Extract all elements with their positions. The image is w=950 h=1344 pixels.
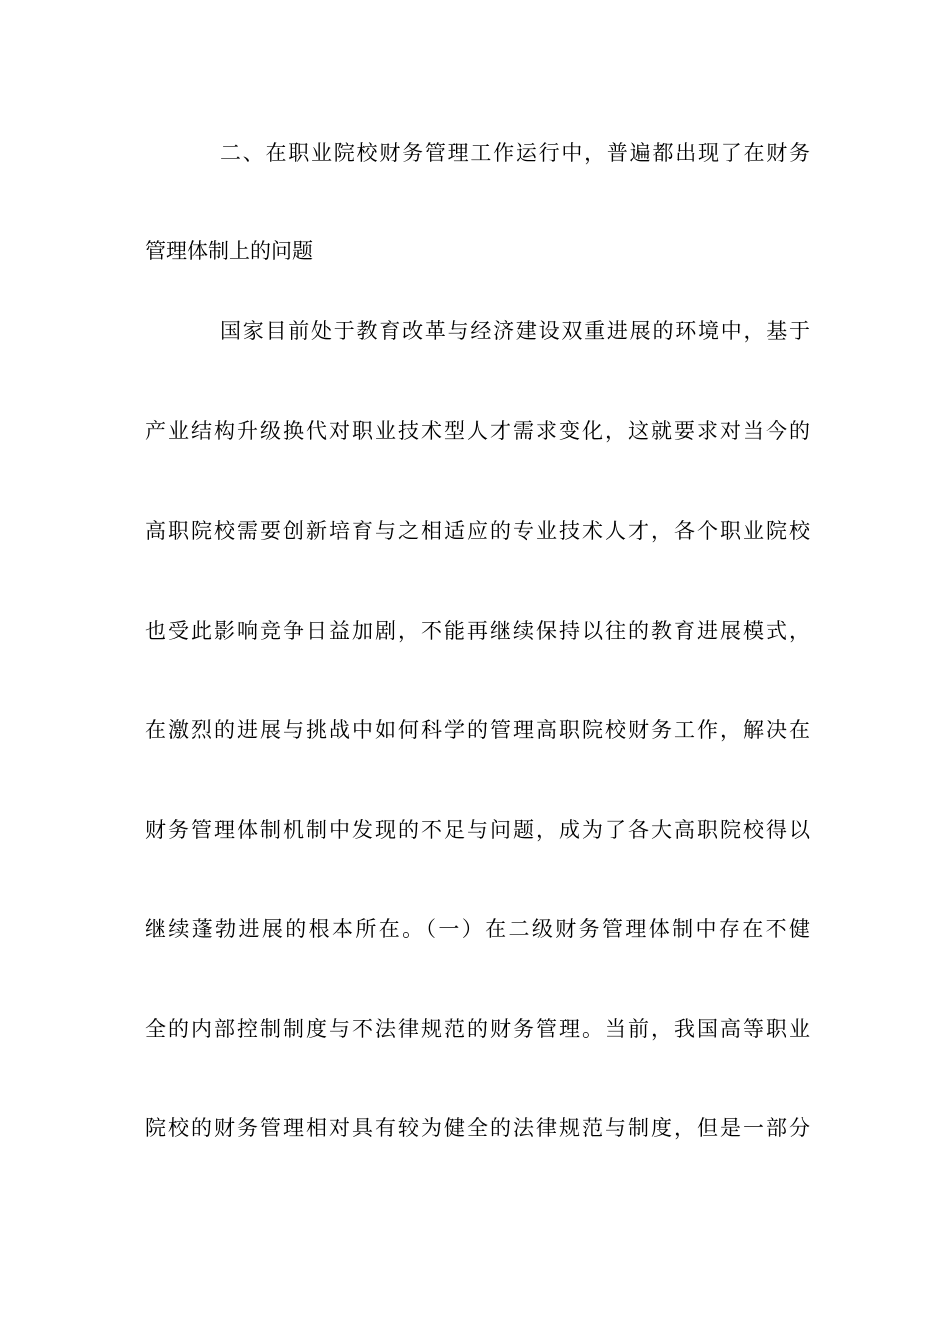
paragraph-line-9: 院校的财务管理相对具有较为健全的法律规范与制度，但是一部分 [145, 1116, 810, 1140]
paragraph-line-3: 高职院校需要创新培育与之相适应的专业技术人才，各个职业院校 [145, 519, 810, 543]
section-heading-line-1: 二、在职业院校财务管理工作运行中，普遍都出现了在财务 [220, 141, 810, 165]
paragraph-line-1: 国家目前处于教育改革与经济建设双重进展的环境中，基于 [220, 319, 810, 343]
paragraph-line-7: 继续蓬勃进展的根本所在。（一）在二级财务管理体制中存在不健 [145, 917, 810, 941]
paragraph-line-8: 全的内部控制制度与不法律规范的财务管理。当前，我国高等职业 [145, 1017, 810, 1041]
paragraph-line-5: 在激烈的进展与挑战中如何科学的管理高职院校财务工作，解决在 [145, 718, 810, 742]
paragraph-line-4: 也受此影响竞争日益加剧，不能再继续保持以往的教育进展模式， [145, 619, 810, 643]
section-heading-line-2: 管理体制上的问题 [145, 239, 313, 263]
paragraph-line-6: 财务管理体制机制中发现的不足与问题，成为了各大高职院校得以 [145, 818, 810, 842]
paragraph-line-2: 产业结构升级换代对职业技术型人才需求变化，这就要求对当今的 [145, 419, 810, 443]
